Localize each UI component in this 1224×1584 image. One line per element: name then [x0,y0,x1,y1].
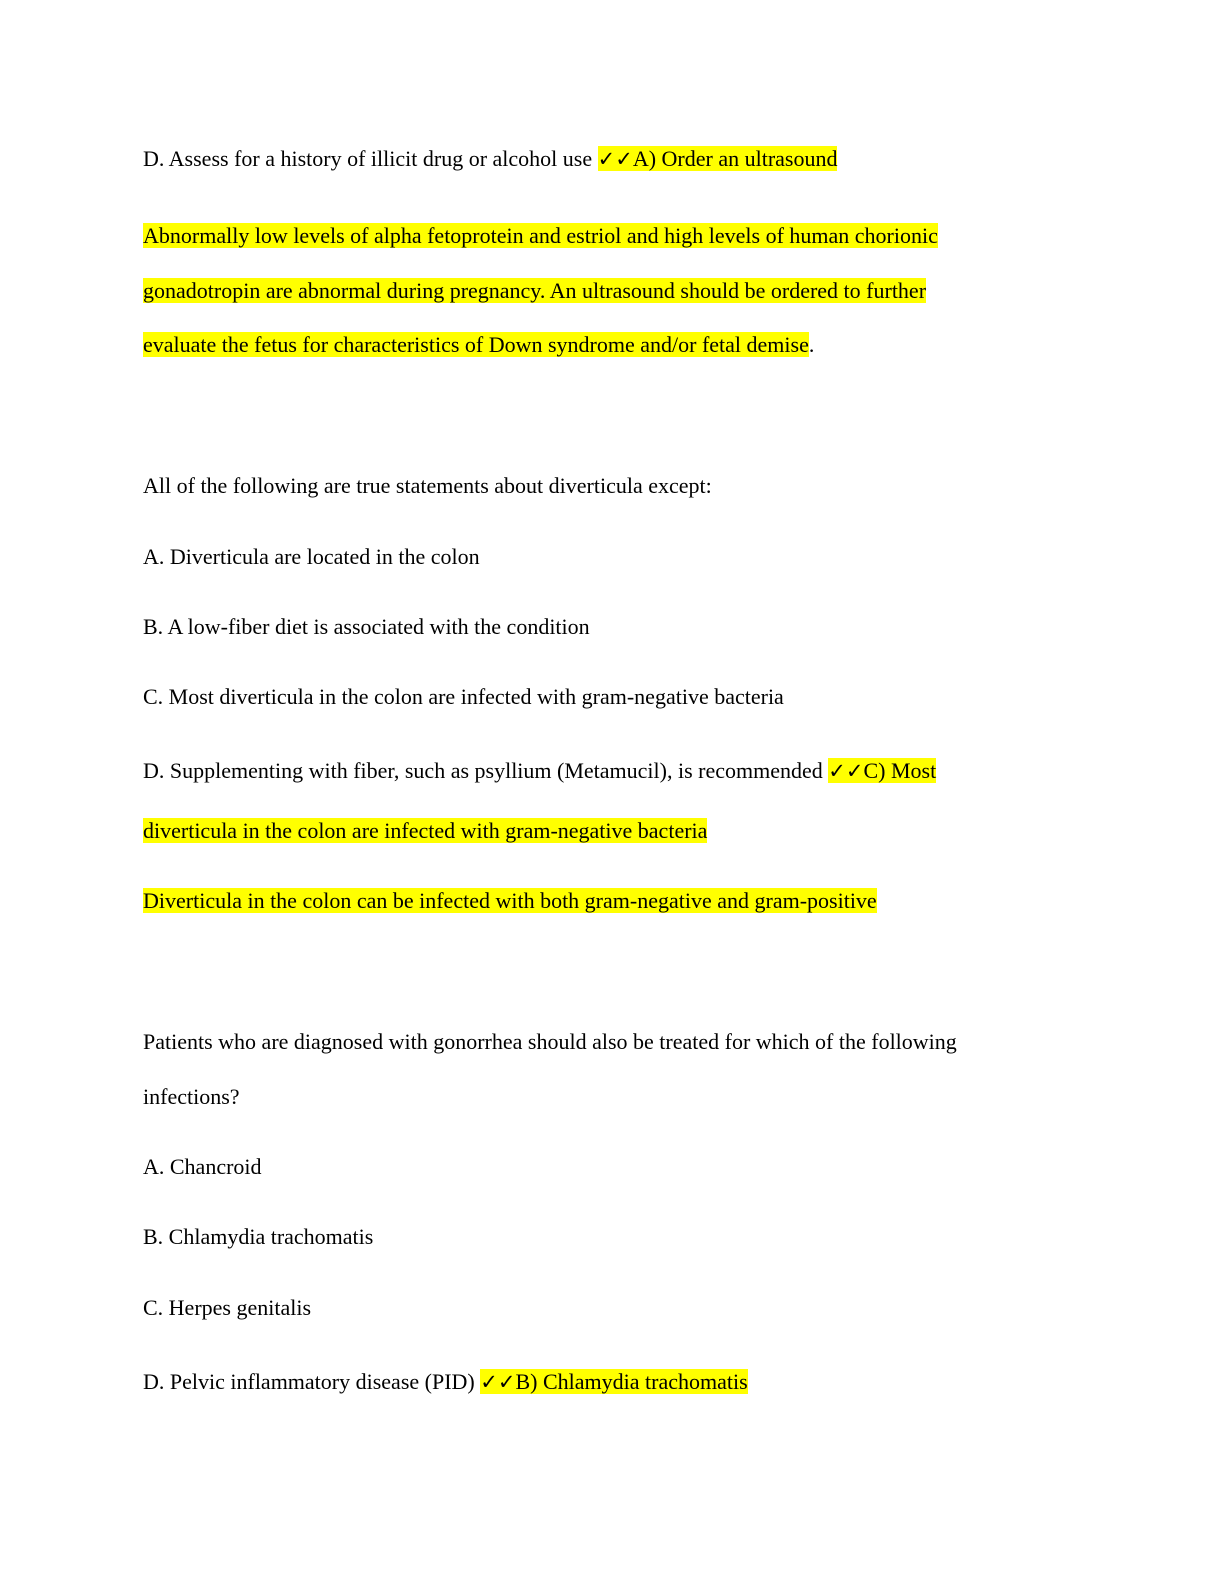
q1-rationale-line-1 [143,221,938,251]
q3-option-d: D. Pelvic inflammatory disease (PID) [143,1369,481,1394]
q1-answer-highlight [598,146,838,171]
q1-rationale-text: Abnormally low levels of alpha fetoprotein and estriol and high levels of human chorionic [143,223,938,248]
q1-rationale-text: gonadotropin are abnormal during pregnancy. An ultrasound should be ordered to further [143,278,927,303]
q2-answer-part-1: C) Most [863,758,937,783]
q3-option-d-line [143,1367,748,1397]
q2-rationale-line [143,886,877,916]
q2-option-b: B. A low-fiber diet is associated with the condition [143,614,590,639]
q3-answer-highlight [480,1369,747,1394]
q3-question-line-2: infections? [143,1084,240,1109]
q1-option-d-line [143,144,837,174]
q1-rationale-text: evaluate the fetus for characteristics of Down syndrome and/or fetal demise [143,332,809,357]
q3-question-line-1: Patients who are diagnosed with gonorrhea should also be treated for which of the following [143,1029,957,1054]
q2-option-c: C. Most diverticula in the colon are infected with gram-negative bacteria [143,684,784,709]
q2-option-d: D. Supplementing with fiber, such as psyllium (Metamucil), is recommended [143,758,829,783]
q2-answer-part-2: diverticula in the colon are infected with gram-negative bacteria [143,818,708,843]
q1-rationale-line-3 [143,330,814,360]
q3-option-a: A. Chancroid [143,1154,262,1179]
q1-rationale-end: . [808,332,815,357]
q2-option-a: A. Diverticula are located in the colon [143,544,480,569]
double-check-icon: ✓✓ [597,147,633,171]
double-check-icon: ✓✓ [480,1370,516,1394]
q3-option-c: C. Herpes genitalis [143,1295,312,1320]
q2-answer-line-2 [143,816,707,846]
q2-rationale: Diverticula in the colon can be infected with both gram-negative and gram-positive [143,888,877,913]
q1-option-d: D. Assess for a history of illicit drug or alcohol use [143,146,598,171]
q2-answer-highlight [828,758,936,783]
q2-question: All of the following are true statements about diverticula except: [143,473,712,498]
q2-option-d-line [143,756,936,786]
q1-answer: A) Order an ultrasound [632,146,838,171]
q3-answer: B) Chlamydia trachomatis [515,1369,748,1394]
q1-rationale-line-2 [143,276,926,306]
q3-option-b: B. Chlamydia trachomatis [143,1224,374,1249]
double-check-icon: ✓✓ [828,759,864,783]
